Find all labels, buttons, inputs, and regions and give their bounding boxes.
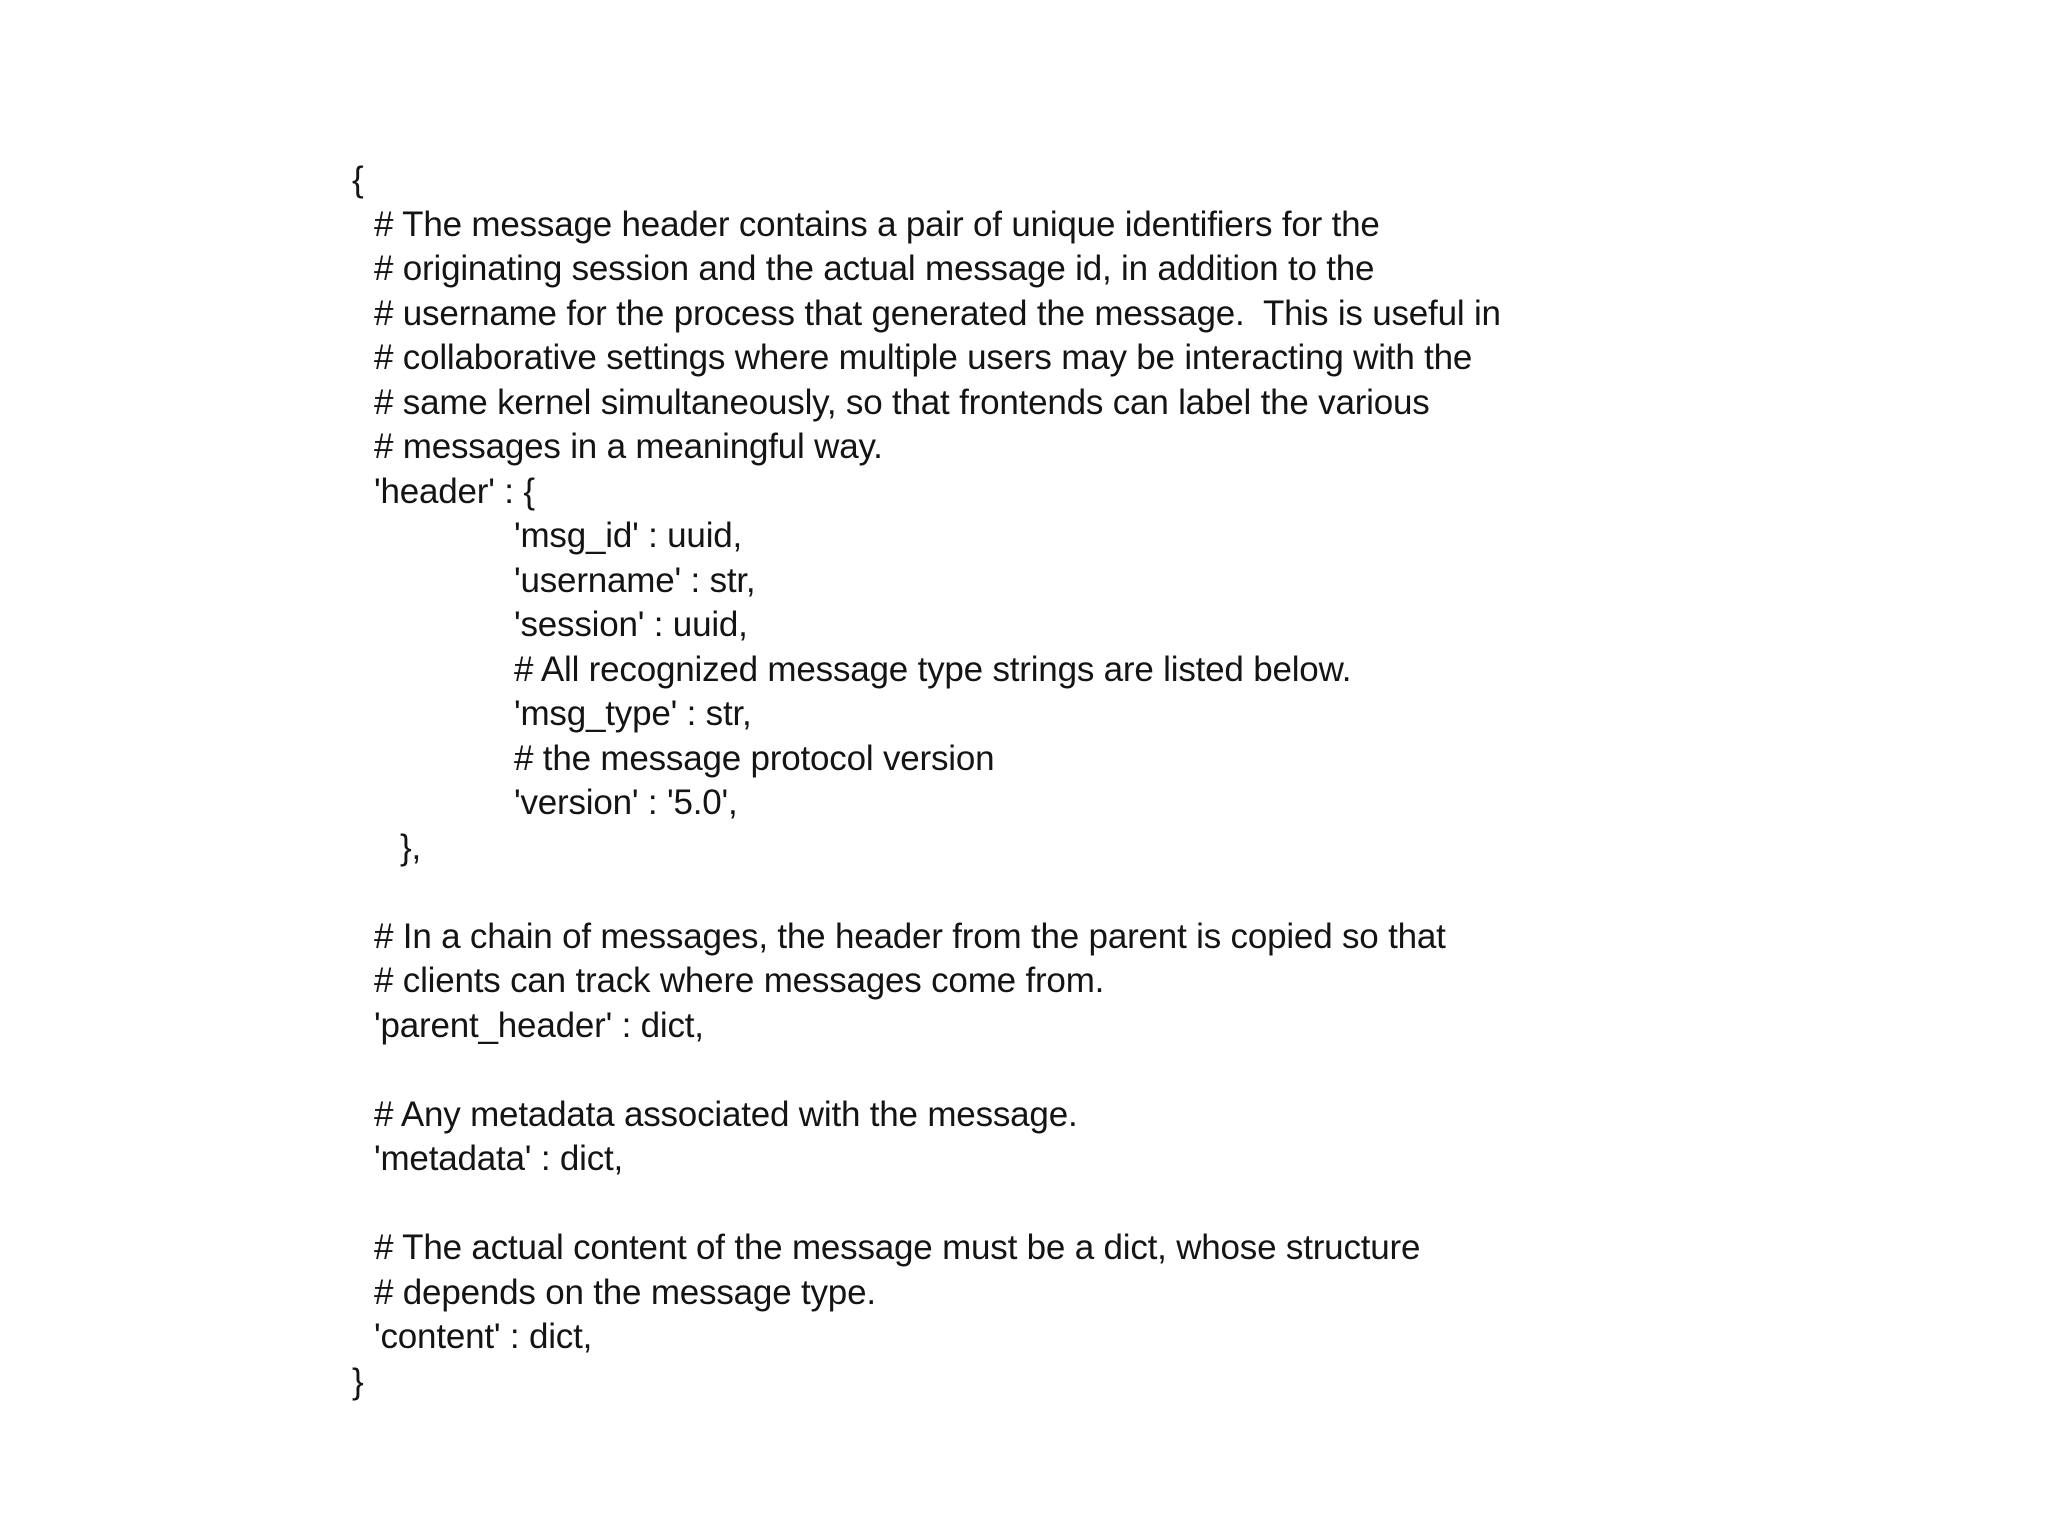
code-line-comment bbox=[0, 1093, 2048, 1138]
code-line-text: 'msg_type' : str, bbox=[514, 694, 752, 733]
code-line-field bbox=[0, 781, 2048, 826]
code-line-text: # All recognized message type strings are listed below. bbox=[514, 649, 1352, 689]
code-line-text: # messages in a meaningful way. bbox=[374, 427, 883, 466]
code-line-text: 'content' : dict, bbox=[374, 1317, 593, 1356]
code-line-text: # collaborative settings where multiple users may be interacting with the bbox=[374, 338, 1473, 377]
code-line-comment bbox=[0, 425, 2048, 470]
code-line-comment bbox=[0, 648, 2048, 693]
code-line-text: # clients can track where messages come from. bbox=[374, 961, 1105, 1000]
code-line-comment bbox=[0, 1271, 2048, 1316]
code-line-text: 'metadata' : dict, bbox=[374, 1139, 624, 1178]
code-line-text: # the message protocol version bbox=[514, 738, 995, 778]
code-line-key bbox=[0, 1315, 2048, 1360]
code-line-text: # same kernel simultaneously, so that frontends can label the various bbox=[374, 382, 1430, 422]
code-line-comment bbox=[0, 915, 2048, 960]
code-line-comment bbox=[0, 336, 2048, 381]
code-line-comment bbox=[0, 959, 2048, 1004]
code-line-comment bbox=[0, 381, 2048, 426]
code-line-open-brace bbox=[0, 158, 2048, 203]
blank-line bbox=[0, 870, 2048, 915]
code-line-text: # In a chain of messages, the header from the parent is copied so that bbox=[374, 916, 1446, 956]
code-line-comment bbox=[0, 292, 2048, 337]
blank-line bbox=[0, 1182, 2048, 1227]
code-line-text: # depends on the message type. bbox=[374, 1272, 876, 1312]
code-line-field bbox=[0, 559, 2048, 604]
code-line-text: 'parent_header' : dict, bbox=[374, 1005, 704, 1045]
code-line-text: # Any metadata associated with the message. bbox=[374, 1094, 1078, 1134]
code-line-key bbox=[0, 1137, 2048, 1182]
blank-line bbox=[0, 1048, 2048, 1093]
code-line-text: # originating session and the actual message id, in addition to the bbox=[374, 249, 1375, 288]
code-line-key bbox=[0, 1004, 2048, 1049]
code-line-text: # username for the process that generated the message. This is useful in bbox=[374, 293, 1501, 333]
code-line-text: 'version' : '5.0', bbox=[514, 783, 738, 822]
code-line-comment bbox=[0, 247, 2048, 292]
code-line-text: }, bbox=[400, 827, 422, 867]
code-line-field bbox=[0, 603, 2048, 648]
code-line-field bbox=[0, 514, 2048, 559]
code-line-text: # The message header contains a pair of unique identifiers for the bbox=[374, 204, 1380, 244]
code-line-key bbox=[0, 470, 2048, 515]
code-line-close-brace bbox=[0, 826, 2048, 871]
code-line-text: 'username' : str, bbox=[514, 560, 756, 600]
code-line-comment bbox=[0, 1226, 2048, 1271]
code-line-text: 'msg_id' : uuid, bbox=[514, 516, 743, 555]
code-line-text: { bbox=[352, 160, 364, 199]
code-line-text: } bbox=[352, 1361, 364, 1401]
code-line-comment bbox=[0, 737, 2048, 782]
code-line-text: 'session' : uuid, bbox=[514, 605, 748, 644]
code-line-field bbox=[0, 692, 2048, 737]
message-spec-code-block bbox=[0, 158, 2048, 1404]
code-line-text: # The actual content of the message must be a dict, whose structure bbox=[374, 1228, 1421, 1267]
code-line-text: 'header' : { bbox=[374, 471, 535, 511]
code-line-close-brace bbox=[0, 1360, 2048, 1405]
code-line-comment bbox=[0, 203, 2048, 248]
